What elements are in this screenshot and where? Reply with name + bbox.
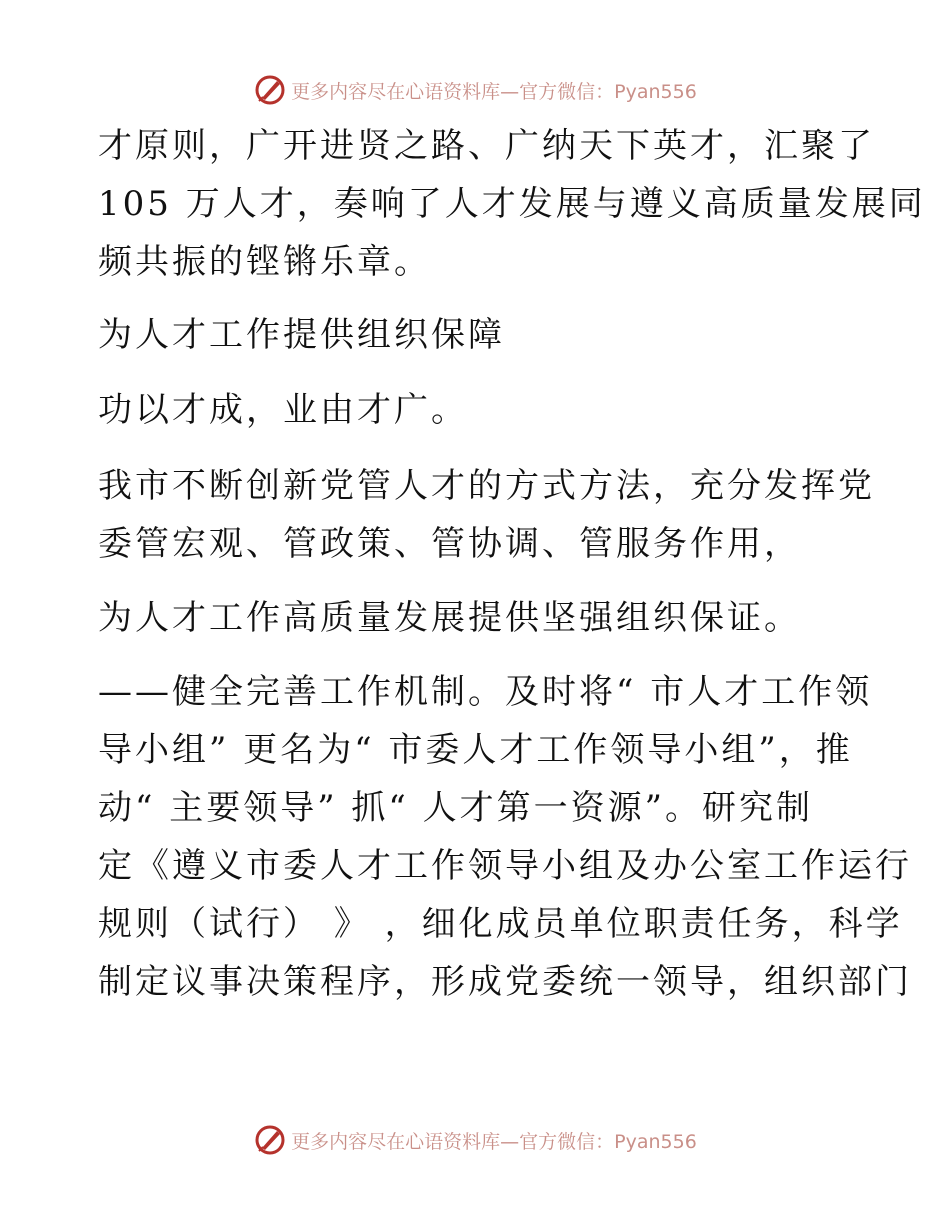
body-line: 我市不断创新党管人才的方式方法，充分发挥党 [98, 466, 875, 506]
section-heading: 为人才工作提供组织保障 [98, 315, 505, 355]
body-line: 为人才工作高质量发展提供坚强组织保证。 [98, 598, 801, 638]
body-line: 制定议事决策程序，形成党委统一领导，组织部门 [98, 962, 912, 1002]
body-line: ——健全完善工作机制。及时将“ 市人才工作领 [98, 672, 873, 712]
body-line: 105 万人才，奏响了人才发展与遵义高质量发展同 [98, 184, 926, 224]
body-line: 定《遵义市委人才工作领导小组及办公室工作运行 [98, 846, 912, 886]
header-banner-text: 更多内容尽在心语资料库—官方微信：Pyan556 [291, 80, 697, 103]
body-line: 导小组” 更名为“ 市委人才工作领导小组”，推 [98, 730, 853, 770]
body-line: 功以才成，业由才广。 [98, 390, 468, 430]
body-line: 动“ 主要领导” 抓“ 人才第一资源”。研究制 [98, 788, 813, 828]
footer-banner [0, 1120, 950, 1160]
footer-banner-text: 更多内容尽在心语资料库—官方微信：Pyan556 [291, 1130, 697, 1153]
body-line: 频共振的铿锵乐章。 [98, 242, 431, 282]
quill-pen-logo-icon [253, 1123, 287, 1157]
body-line: 委管宏观、管政策、管协调、管服务作用， [98, 524, 801, 564]
body-line: 规则（试行） 》 ，细化成员单位职责任务，科学 [98, 904, 903, 944]
body-line: 才原则，广开进贤之路、广纳天下英才，汇聚了 [98, 126, 875, 166]
